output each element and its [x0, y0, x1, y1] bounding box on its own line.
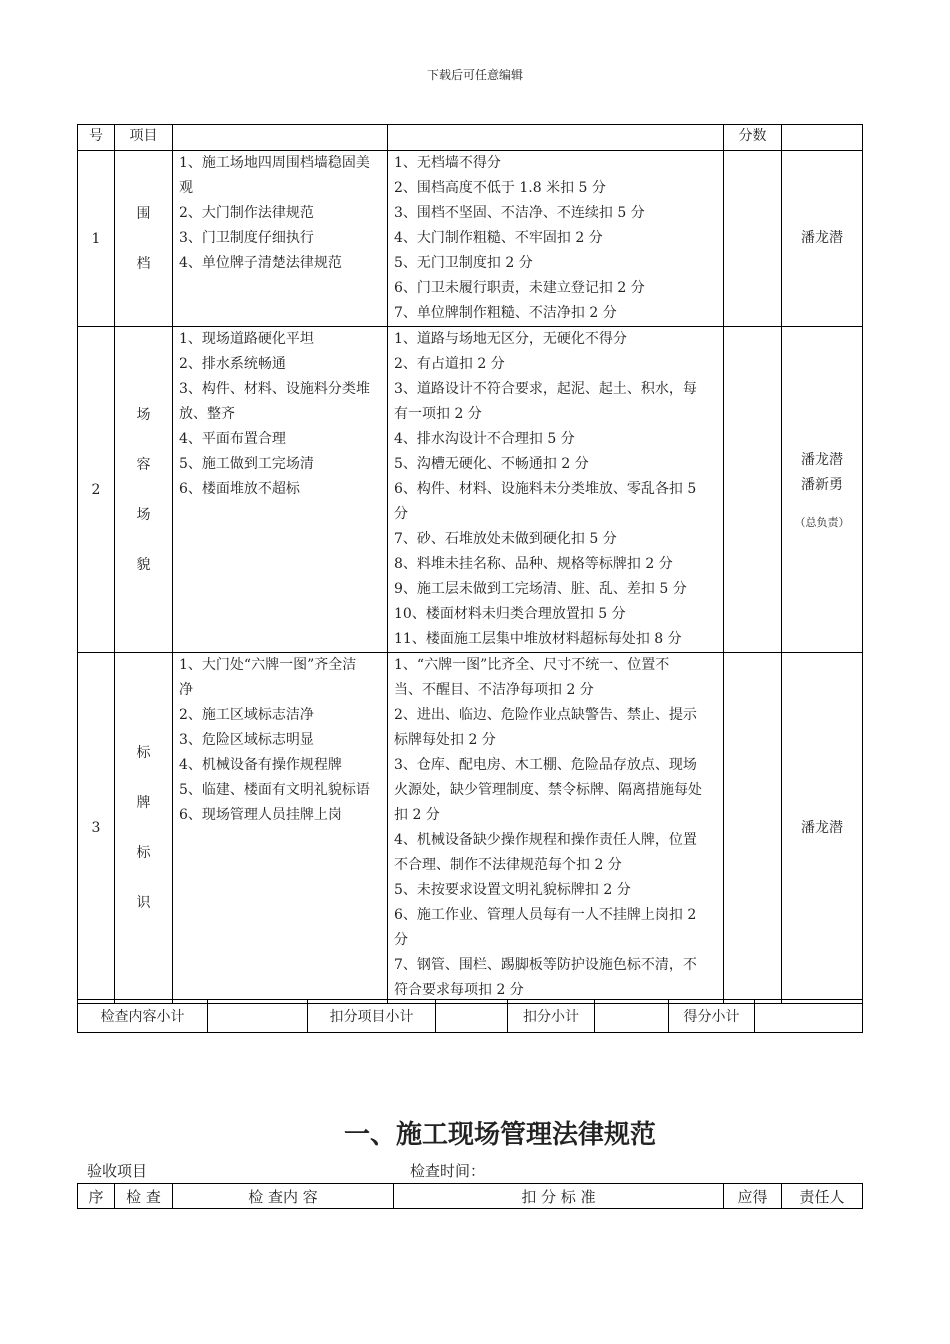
standard-line: 分	[394, 506, 408, 522]
content-line: 观	[179, 180, 193, 196]
standard-line: 1、道路与场地无区分，无硬化不得分	[394, 331, 627, 347]
row-number: 2	[78, 327, 115, 653]
summary-deduct-label: 扣分小计	[508, 1000, 595, 1033]
section-header-standard: 扣 分 标 准	[394, 1184, 724, 1209]
content-line: 3、门卫制度仔细执行	[179, 230, 314, 246]
table-row	[78, 653, 863, 1004]
row-item	[115, 151, 173, 327]
content-line: 6、楼面堆放不超标	[179, 481, 300, 497]
standard-line: 7、钢管、围栏、踢脚板等防护设施色标不清，不	[394, 957, 697, 973]
standard-line: 11、楼面施工层集中堆放材料超标每处扣 8 分	[394, 631, 682, 647]
responsible-name: 潘龙潜	[801, 819, 843, 836]
standard-line: 5、沟槽无硬化、不畅通扣 2 分	[394, 456, 589, 472]
item-char: 标	[136, 845, 151, 861]
content-line: 4、机械设备有操作规程牌	[179, 757, 342, 773]
row-item	[115, 327, 173, 653]
standard-line: 7、单位牌制作粗糙、不洁净扣 2 分	[394, 305, 617, 321]
row-standards	[388, 327, 724, 653]
row-score	[724, 327, 782, 653]
acceptance-label: 验收项目	[87, 1162, 148, 1180]
standard-line: 8、料堆未挂名称、品种、规格等标牌扣 2 分	[394, 556, 673, 572]
standard-line: 1、无档墙不得分	[394, 155, 501, 171]
item-char: 标	[136, 745, 151, 761]
header-standard	[388, 125, 724, 151]
standard-line: 有一项扣 2 分	[394, 406, 482, 422]
summary-row	[77, 999, 863, 1033]
summary-score-label: 得分小计	[669, 1000, 755, 1033]
responsible-name: 潘龙潜	[801, 451, 843, 468]
item-char: 场	[136, 506, 151, 523]
responsible-name: 潘龙潜	[801, 230, 843, 246]
section-header-row	[78, 1184, 863, 1209]
standard-line: 不合理、制作不法律规范每个扣 2 分	[394, 857, 622, 873]
content-line: 净	[179, 682, 193, 698]
standard-line: 6、构件、材料、设施料未分类堆放、零乱各扣 5	[394, 481, 697, 497]
content-line: 5、施工做到工完场清	[179, 456, 314, 472]
row-responsible	[782, 653, 863, 1004]
content-line: 5、临建、楼面有文明礼貌标语	[179, 782, 370, 798]
section-header-content: 检 查内 容	[173, 1184, 394, 1209]
standard-line: 5、未按要求设置文明礼貌标牌扣 2 分	[394, 882, 631, 898]
summary-deduct-value	[595, 1000, 669, 1033]
header-item: 项目	[115, 125, 173, 151]
standard-line: 4、排水沟设计不合理扣 5 分	[394, 431, 575, 447]
content-line: 4、单位牌子清楚法律规范	[179, 255, 342, 271]
content-line: 2、大门制作法律规范	[179, 205, 314, 221]
content-line: 3、危险区域标志明显	[179, 732, 314, 748]
row-number: 1	[78, 151, 115, 327]
row-number: 3	[78, 653, 115, 1004]
item-char: 档	[136, 255, 151, 272]
standard-line: 7、砂、石堆放处未做到硬化扣 5 分	[394, 531, 617, 547]
item-char: 容	[136, 456, 151, 473]
row-responsible	[782, 327, 863, 653]
content-line: 放、整齐	[179, 406, 235, 422]
item-char: 貌	[136, 556, 151, 573]
standard-line: 10、楼面材料未归类合理放置扣 5 分	[394, 606, 626, 622]
content-line: 2、排水系统畅通	[179, 356, 286, 372]
content-line: 1、现场道路硬化平坦	[179, 331, 314, 347]
row-content	[173, 653, 388, 1004]
standard-line: 1、“六牌一图”比齐全、尺寸不统一、位置不	[394, 657, 670, 673]
summary-content-label: 检查内容小计	[78, 1000, 208, 1033]
responsible-note: （总负责）	[794, 515, 850, 529]
standard-line: 扣 2 分	[394, 807, 440, 823]
summary-deduct-items-label: 扣分项目小计	[308, 1000, 436, 1033]
section-table	[77, 1183, 863, 1209]
standard-line: 符合要求每项扣 2 分	[394, 982, 524, 998]
standard-line: 2、进出、临边、危险作业点缺警告、禁止、提示	[394, 707, 697, 723]
content-line: 6、现场管理人员挂牌上岗	[179, 807, 342, 823]
item-char: 围	[136, 205, 151, 222]
standard-line: 4、大门制作粗糙、不牢固扣 2 分	[394, 230, 603, 246]
item-char: 识	[136, 895, 151, 911]
section-header-responsible: 责任人	[782, 1184, 863, 1209]
summary-deduct-items-value	[436, 1000, 508, 1033]
standard-line: 分	[394, 932, 408, 948]
header-responsible	[782, 125, 863, 151]
standard-line: 标牌每处扣 2 分	[394, 732, 496, 748]
standard-line: 火源处，缺少管理制度、禁令标牌、隔离措施每处	[394, 782, 702, 798]
content-line: 1、施工场地四周围档墙稳固美	[179, 155, 370, 171]
standard-line: 3、围档不坚固、不洁净、不连续扣 5 分	[394, 205, 645, 221]
content-line: 1、大门处“六牌一图”齐全洁	[179, 657, 357, 673]
row-standards	[388, 151, 724, 327]
row-item	[115, 653, 173, 1004]
standard-line: 5、无门卫制度扣 2 分	[394, 255, 533, 271]
row-content	[173, 151, 388, 327]
header-note: 下载后可任意编辑	[426, 68, 523, 82]
header-content	[173, 125, 388, 151]
inspection-table	[77, 124, 863, 1004]
row-content	[173, 327, 388, 653]
content-line: 4、平面布置合理	[179, 431, 286, 447]
row-standards	[388, 653, 724, 1004]
summary-score-value	[755, 1000, 863, 1033]
standard-line: 2、有占道扣 2 分	[394, 356, 505, 372]
row-score	[724, 653, 782, 1004]
check-time-label: 检查时间：	[410, 1162, 486, 1180]
standard-line: 6、施工作业、管理人员每有一人不挂牌上岗扣 2	[394, 907, 697, 923]
header-score: 分数	[724, 125, 782, 151]
table-header-row	[78, 125, 863, 151]
standard-line: 当、不醒目、不洁净每项扣 2 分	[394, 682, 594, 698]
item-char: 场	[136, 406, 151, 423]
standard-line: 4、机械设备缺少操作规程和操作责任人牌，位置	[394, 832, 697, 848]
standard-line: 9、施工层未做到工完场清、脏、乱、差扣 5 分	[394, 581, 687, 597]
table-row	[78, 327, 863, 653]
section-header-no: 序	[78, 1184, 115, 1209]
section-header-check: 检 查	[115, 1184, 173, 1209]
summary-content-value	[208, 1000, 308, 1033]
standard-line: 3、仓库、配电房、木工棚、危险品存放点、现场	[394, 757, 697, 773]
standard-line: 2、围档高度不低于 1.8 米扣 5 分	[394, 180, 606, 196]
section-header-due: 应得	[724, 1184, 782, 1209]
standard-line: 3、道路设计不符合要求，起泥、起土、积水，每	[394, 381, 697, 397]
item-char: 牌	[136, 795, 151, 811]
standard-line: 6、门卫未履行职责，未建立登记扣 2 分	[394, 280, 645, 296]
responsible-name: 潘新勇	[801, 476, 843, 493]
header-no: 号	[78, 125, 115, 151]
content-line: 2、施工区域标志洁净	[179, 707, 314, 723]
content-line: 3、构件、材料、设施料分类堆	[179, 381, 370, 397]
table-row	[78, 151, 863, 327]
section-title: 一、施工现场管理法律规范	[343, 1120, 656, 1150]
row-score	[724, 151, 782, 327]
row-responsible	[782, 151, 863, 327]
